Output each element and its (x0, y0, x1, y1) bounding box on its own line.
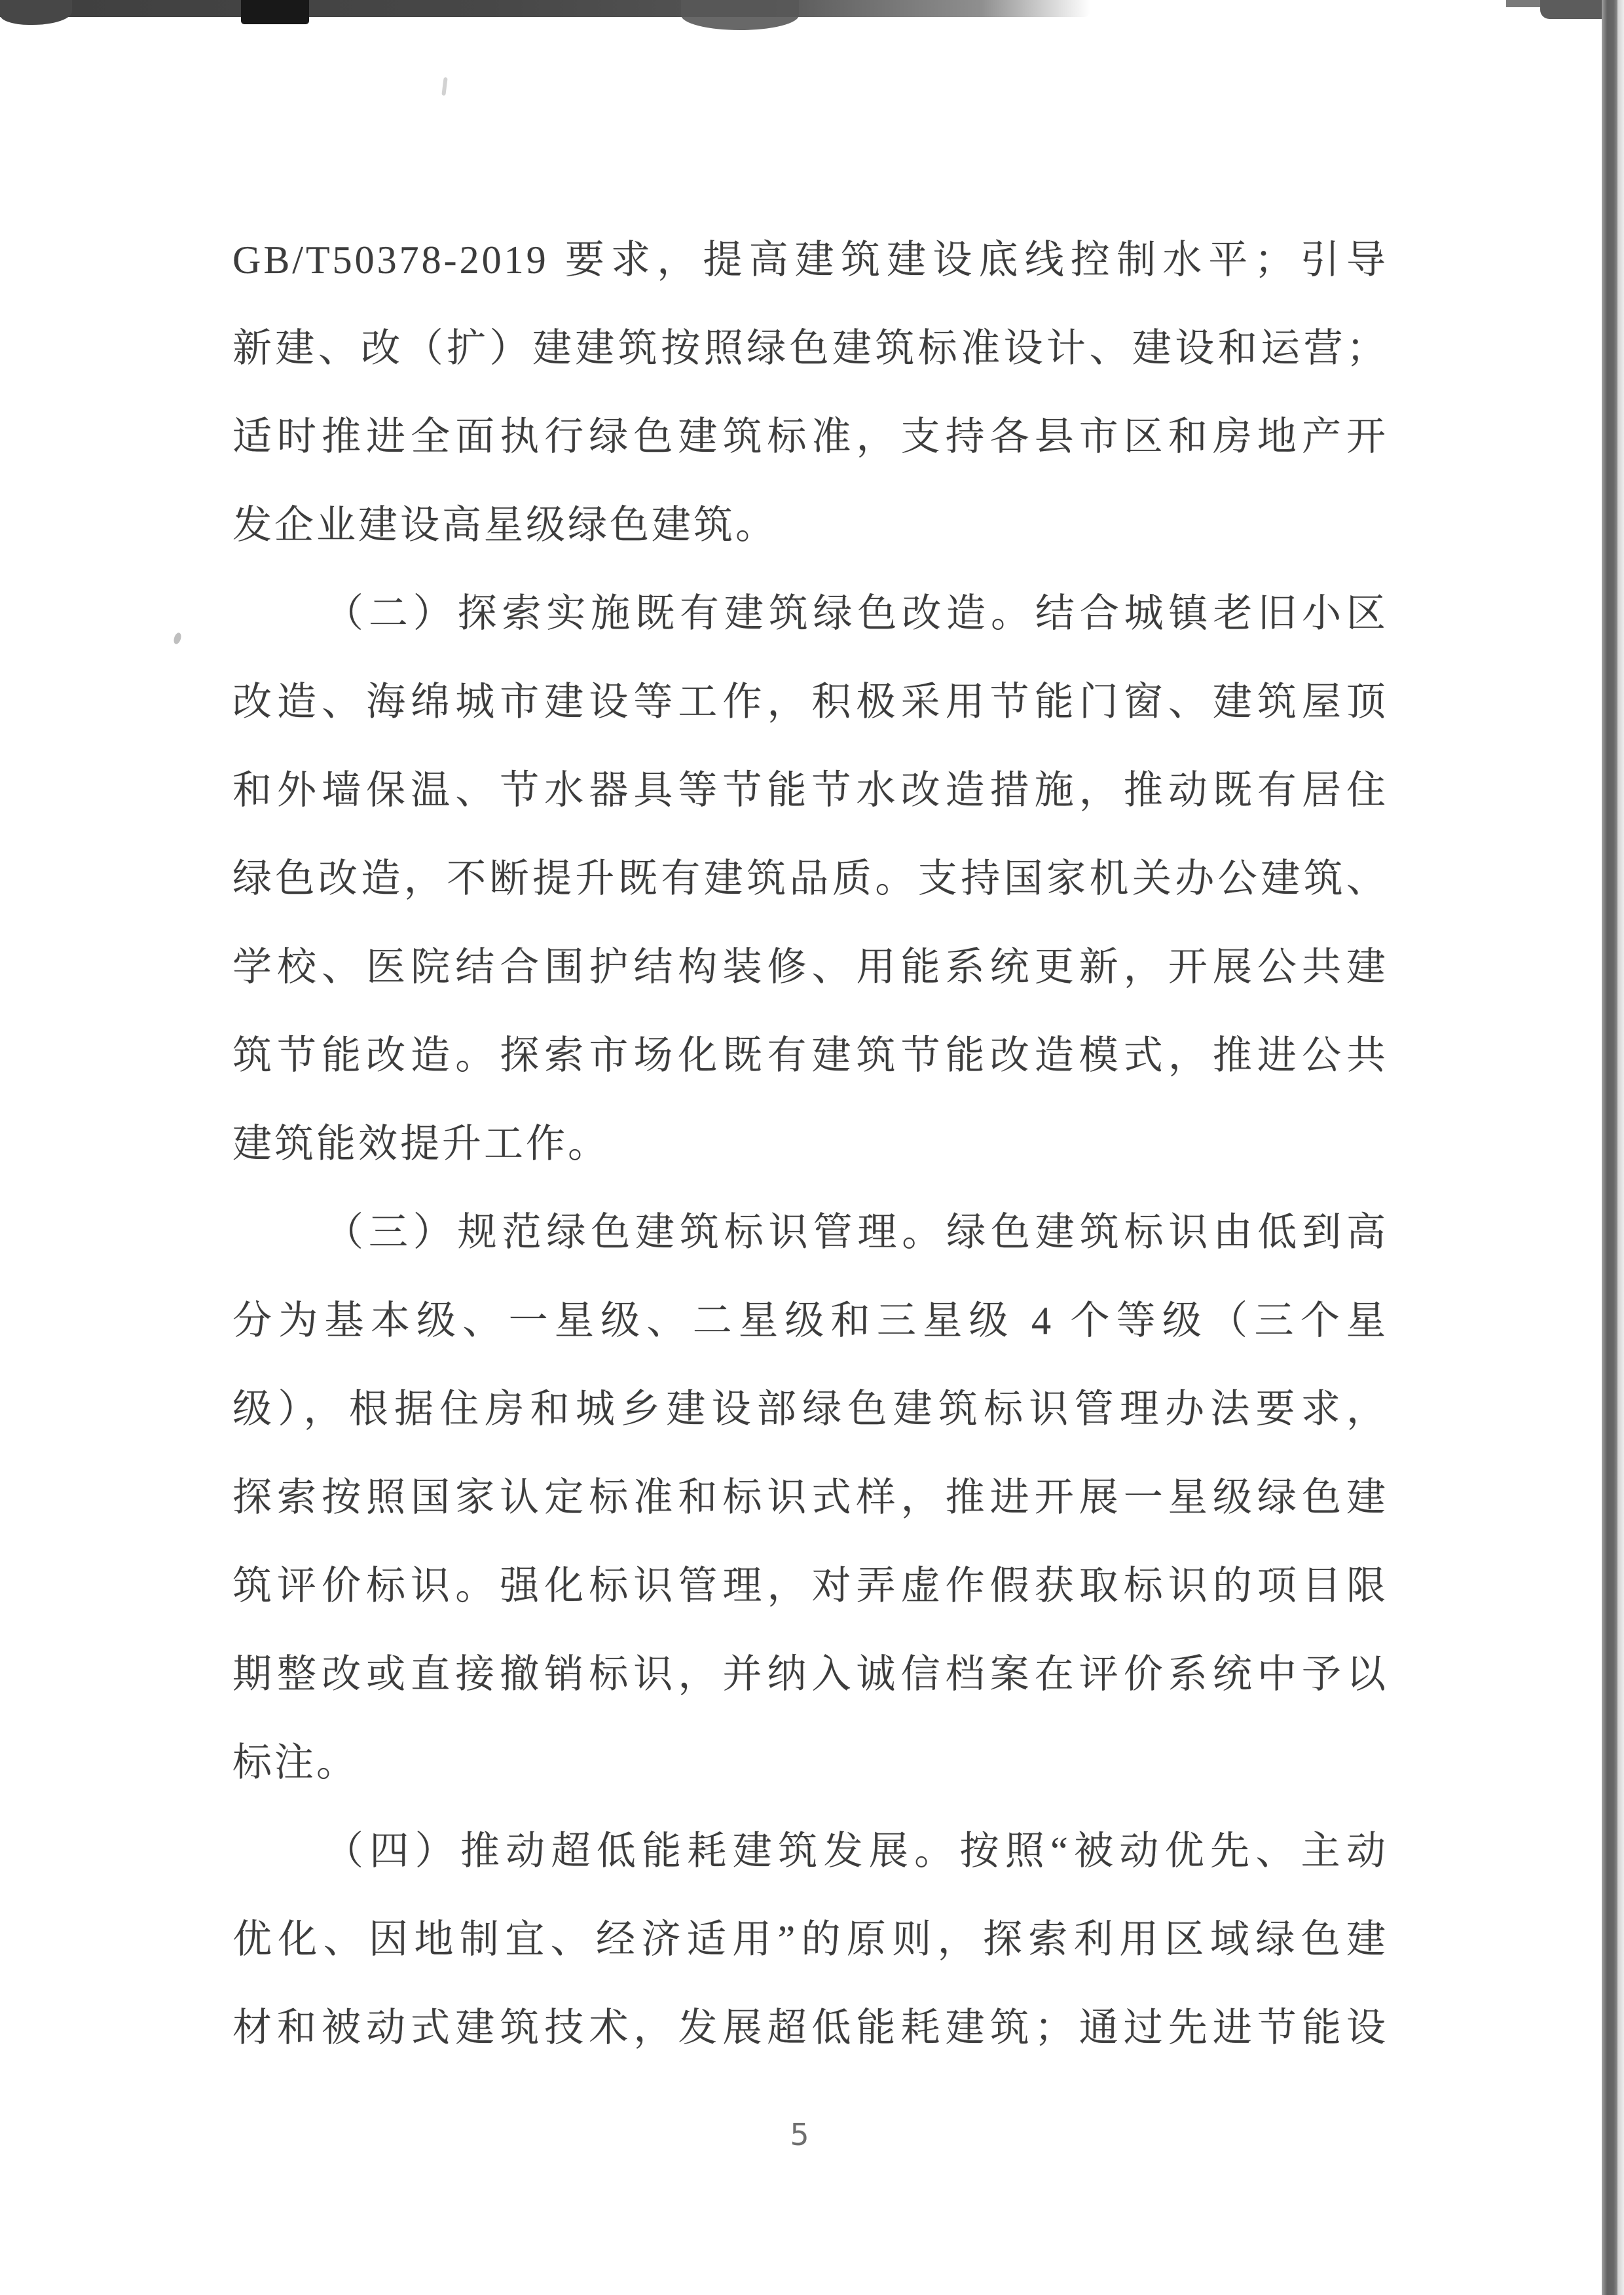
scan-artifact-top-band-left-dip (0, 0, 72, 25)
page-number: 5 (790, 2117, 809, 2152)
document-body (232, 216, 1388, 2072)
text-line: 筑评价标识。强化标识管理，对弄虚作假获取标识的项目限 (232, 1564, 1388, 1607)
text-line: GB/T50378-2019 要求，提高建筑建设底线控制水平；引导 (232, 238, 1388, 282)
text-line: 期整改或直接撤销标识，并纳入诚信档案在评价系统中予以 (232, 1653, 1388, 1696)
scan-artifact-speck (441, 77, 447, 96)
scan-artifact-black-block (241, 0, 309, 24)
text-line: 绿色改造，不断提升既有建筑品质。支持国家机关办公建筑、 (232, 857, 1388, 900)
text-line: 标注。 (232, 1741, 358, 1784)
text-line: 适时推进全面执行绿色建筑标准，支持各县市区和房地产开 (232, 415, 1388, 458)
text-line: 和外墙保温、节水器具等节能节水改造措施，推动既有居住 (232, 769, 1388, 812)
text-line: 分为基本级、一星级、二星级和三星级 4 个等级（三个星 (232, 1299, 1388, 1342)
text-line: 改造、海绵城市建设等工作，积极采用节能门窗、建筑屋顶 (232, 680, 1388, 724)
scan-artifact-top-band-bump (681, 0, 799, 30)
text-line: 筑节能改造。探索市场化既有建筑节能改造模式，推进公共 (232, 1034, 1388, 1077)
text-line: （二）探索实施既有建筑绿色改造。结合城镇老旧小区 (324, 592, 1388, 635)
text-line: 优化、因地制宜、经济适用”的原则，探索利用区域绿色建 (232, 1918, 1388, 1961)
scan-artifact-top-band (0, 0, 1090, 17)
text-line: （四）推动超低能耗建筑发展。按照“被动优先、主动 (324, 1829, 1388, 1873)
scan-artifact-right-edge (1617, 0, 1624, 2295)
text-line: 发企业建设高星级绿色建筑。 (232, 504, 777, 547)
text-line: 探索按照国家认定标准和标识式样，推进开展一星级绿色建 (232, 1476, 1388, 1519)
text-line: （三）规范绿色建筑标识管理。绿色建筑标识由低到高 (324, 1211, 1388, 1254)
scan-artifact-speck (172, 632, 182, 645)
text-line: 新建、改（扩）建建筑按照绿色建筑标准设计、建设和运营； (232, 327, 1388, 370)
scan-artifact-right-streak (1602, 0, 1617, 2295)
text-line: 级），根据住房和城乡建设部绿色建筑标识管理办法要求， (232, 1387, 1388, 1431)
text-line: 材和被动式建筑技术，发展超低能耗建筑；通过先进节能设 (232, 2006, 1388, 2049)
scan-artifact-top-right-notch (1506, 0, 1545, 7)
text-line: 学校、医院结合围护结构装修、用能系统更新，开展公共建 (232, 946, 1388, 989)
text-line: 建筑能效提升工作。 (232, 1122, 610, 1166)
